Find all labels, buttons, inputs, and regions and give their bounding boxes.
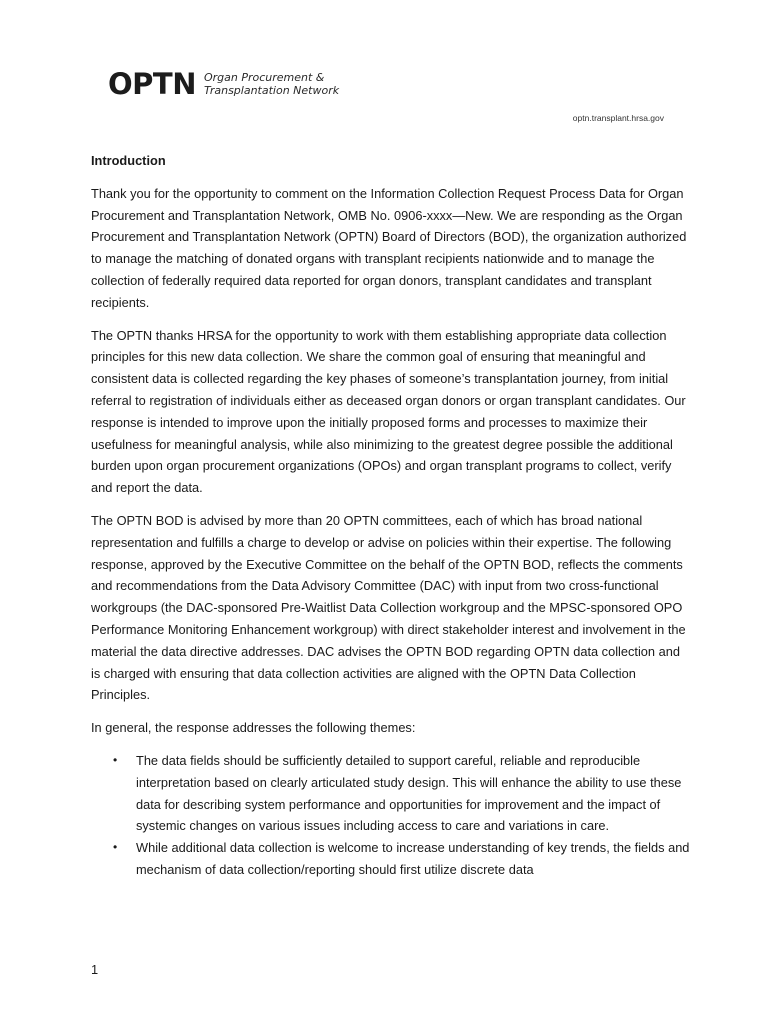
logo-subtitle <box>204 71 339 97</box>
logo-subtitle-line-1: Organ Procurement & <box>203 71 325 84</box>
themes-list <box>91 750 691 881</box>
list-item <box>91 837 691 881</box>
optn-logo <box>108 68 339 100</box>
bullet-icon: • <box>113 752 118 767</box>
section-heading: Introduction <box>91 153 166 168</box>
paragraph-4: In general, the response addresses the following themes: <box>91 720 416 736</box>
page-number: 1 <box>91 962 99 977</box>
logo-subtitle-line-2: Transplantation Network <box>203 84 340 97</box>
list-item-text: While additional data collection is welcome to increase understanding of key trends, the fields and mechanism of data collection/reporting should first utilize discrete data <box>136 840 690 877</box>
bullet-icon: • <box>113 840 118 855</box>
site-url: optn.transplant.hrsa.gov <box>572 113 664 123</box>
list-item-text: The data fields should be sufficiently detailed to support careful, reliable and reproducible interpretation based on clearly articulated study design. This will enhance the ability to use these data for describing system performance and opportunities for improvement and the impact of systemic changes on various issues including access to care and variations in care. <box>136 752 682 834</box>
paragraph-3: The OPTN BOD is advised by more than 20 OPTN committees, each of which has broad national representation and fulfills a charge to develop or advise on policies within their expertise. The following response, approved by the Executive Committee on the behalf of the OPTN BOD, reflects the comments and recommendations from the Data Advisory Committee (DAC) with input from two cross-functional workgroups (the DAC-sponsored Pre-Waitlist Data Collection workgroup and the MPSC-sponsored OPO Performance Monitoring Enhancement workgroup) with direct stakeholder interest and involvement in the material the data directive addresses. DAC advises the OPTN BOD regarding OPTN data collection and is charged with ensuring that data collection activities are aligned with the OPTN Data Collection Principles. <box>91 512 686 703</box>
list-item <box>91 750 691 837</box>
logo-mark: OPTN <box>108 66 196 101</box>
paragraph-1: Thank you for the opportunity to comment on the Information Collection Request Process Data for Organ Procurement and Transplantation Network, OMB No. 0906-xxxx—New. We are responding as the Organ Procurement and Transplantation Network (OPTN) Board of Directors (BOD), the organization authorized to manage the matching of donated organs with transplant recipients nationwide and to manage the collection of federally required data reported for organ donors, transplant candidates and transplant recipients. <box>91 185 687 310</box>
document-body <box>91 150 691 881</box>
paragraph-2: The OPTN thanks HRSA for the opportunity to work with them establishing appropriate data collection principles for this new data collection. We share the common goal of ensuring that meaningful and consistent data is collected regarding the key phases of someone’s transplantation journey, from initial referral to registration of individuals either as deceased organ donors or organ transplant candidates. Our response is intended to improve upon the initially proposed forms and processes to maximize their usefulness for meaningful analysis, while also minimizing to the greatest degree possible the additional burden upon organ procurement organizations (OPOs) and organ transplant programs to collect, verify and report the data. <box>91 327 686 496</box>
